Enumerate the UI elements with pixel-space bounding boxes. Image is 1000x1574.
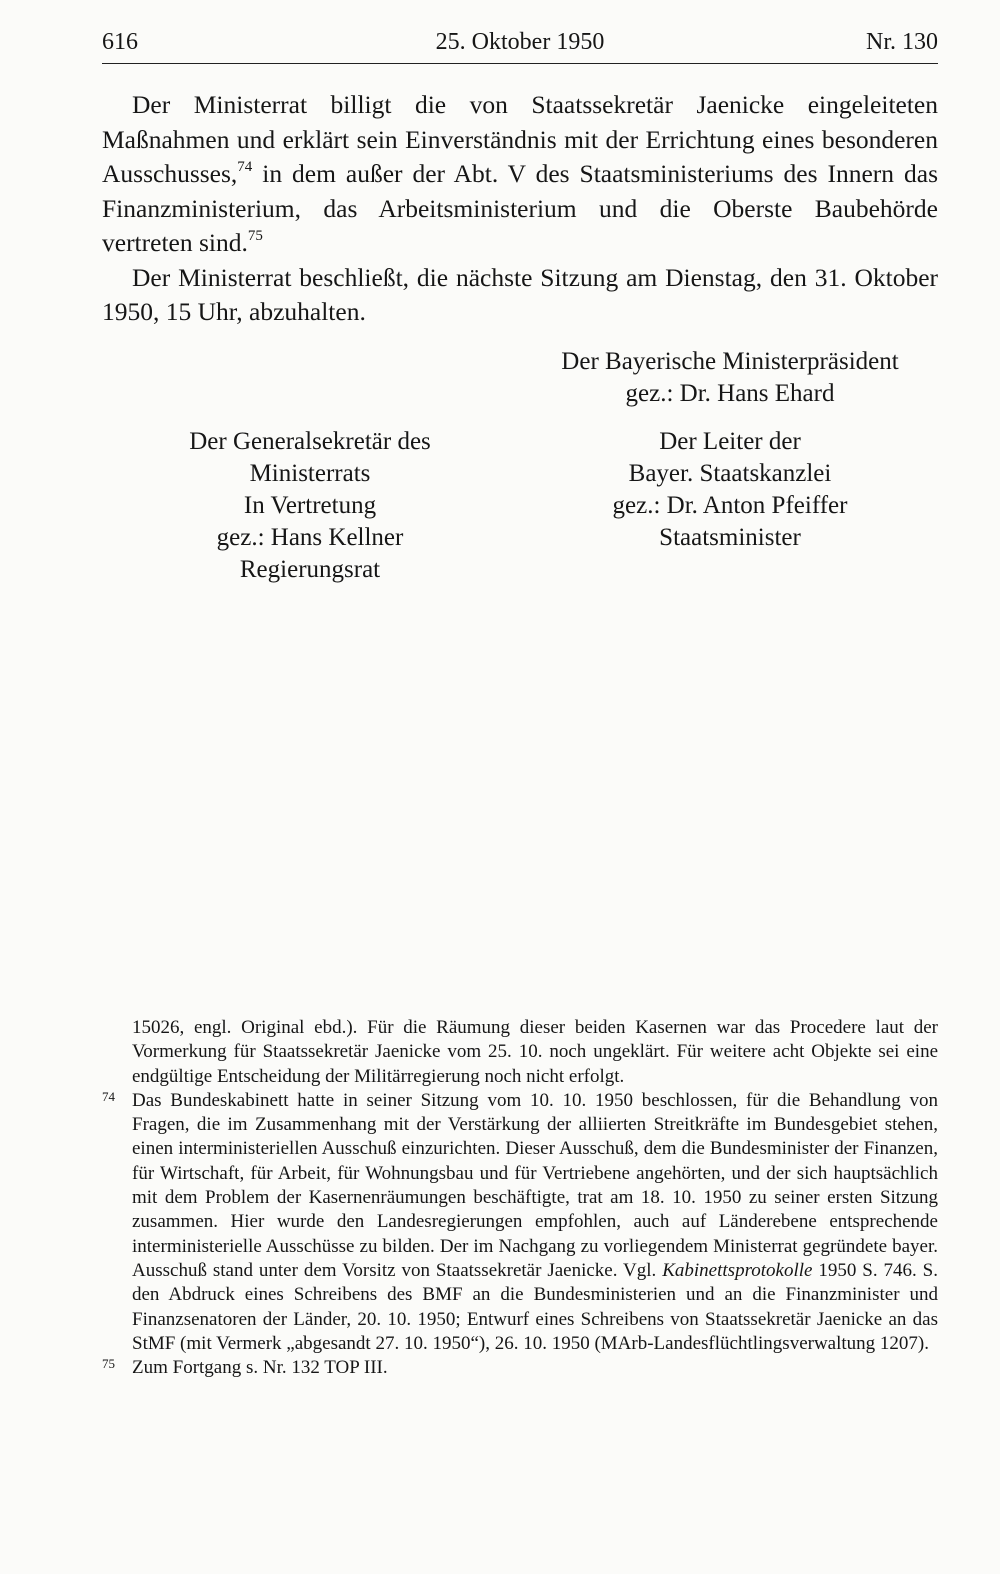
signature-line: Regierungsrat [239,556,381,583]
signature-chancellery [565,426,895,554]
signature-line: In Vertretung [243,492,377,519]
signature-line: Der Bayerische Ministerpräsident [561,348,899,375]
footnote-75 [102,1356,938,1380]
main-text [102,88,938,330]
signature-line: Der Generalsekretär des [189,428,431,455]
signature-line: Ministerrats [249,460,371,487]
footnote-ref-74[interactable]: 74 [237,158,253,175]
paragraph-text-a: Der Ministerrat billigt die von Staatssekretär Jaenicke eingeleiteten Maßnahmen und erklärt sein Einverständnis mit der Errichtung eines besonderen Ausschusses, [102,90,938,188]
signature-line: gez.: Hans Kellner [216,524,404,551]
paragraph-text-b: in dem außer der Abt. V des Staatsministeriums des Innern das Finanzministerium, das Arbeitsministerium und die Oberste Baubehörde vertreten sind. [102,159,938,257]
footnote-continuation: 15026, engl. Original ebd.). Für die Räumung dieser beiden Kasernen war das Procedere laut der Vormerkung für Staatssekretär Jaenicke vom 25. 10. noch ungeklärt. Für weitere acht Objekte sei eine endgültige Entscheidung der Militärregierung noch nicht erfolgt. [132,1017,938,1087]
footnote-ref-75[interactable]: 75 [247,227,263,244]
header-date: 25. Oktober 1950 [435,29,605,55]
footnote-text: Das Bundeskabinett hatte in seiner Sitzung vom 10. 10. 1950 beschlossen, für die Behandlung von Fragen, die im Zusammenhang mit der Verstärkung der alliierten Streitkräfte im Bundesgebiet stehen, einen interministeriellen Ausschuß einzurichten. Dieser Ausschuß, dem die Bundesminister der Finanzen, für Wirtschaft, für Arbeit, für Wohnungsbau und für Vertriebene angehörten, und der sich hauptsächlich mit dem Problem der Kasernenräumungen beschäftigte, trat am 18. 10. 1950 zu seiner ersten Sitzung zusammen. Hier wurde den Landesregierungen empfohlen, auch auf Länderebene entsprechende interministerielle Ausschüsse zu bilden. Der im Nachgang zu vorliegendem Ministerrat gegründete bayer. Ausschuß stand unter dem Vorsitz von Staatssekretär Jaenicke. Vgl. [132,1089,938,1281]
footnote-74 [102,1089,938,1356]
signature-line: Bayer. Staatskanzlei [628,460,832,487]
paragraph-resolution [102,88,938,261]
signature-line: gez.: Dr. Anton Pfeiffer [612,492,848,519]
page-number: 616 [102,29,138,55]
footnote-marker: 75 [102,1356,115,1372]
signature-line: Der Leiter der [659,428,801,455]
footnote-marker: 74 [102,1088,115,1104]
issue-number: Nr. 130 [866,29,938,55]
footnote-text: Zum Fortgang s. Nr. 132 TOP III. [132,1357,388,1379]
signature-line: gez.: Dr. Hans Ehard [625,380,835,407]
header-rule [102,63,938,64]
footnotes [102,1016,938,1380]
footnote-cited-title: Kabinettsprotokolle [662,1259,813,1281]
paragraph-next-meeting: Der Ministerrat beschließt, die nächste Sitzung am Dienstag, den 31. Oktober 1950, 15 Uhr, abzuhalten. [102,262,938,326]
running-header [102,26,938,58]
footnote-text: 1950 S. 746. S. den Abdruck eines Schreibens des BMF an die Bundesministerien und an die Finanzminister und Finanzsenatoren der Länder, 20. 10. 1950; Entwurf eines Schreibens von Staatssekretär Jaenicke an das StMF (mit Vermerk „abgesandt 27. 10. 1950“), 26. 10. 1950 (MArb-Landesflüchtlingsverwaltung 1207). [132,1259,939,1354]
signature-minister-president [540,346,920,410]
signature-line: Staatsminister [659,524,801,551]
signature-general-secretary [160,426,460,586]
